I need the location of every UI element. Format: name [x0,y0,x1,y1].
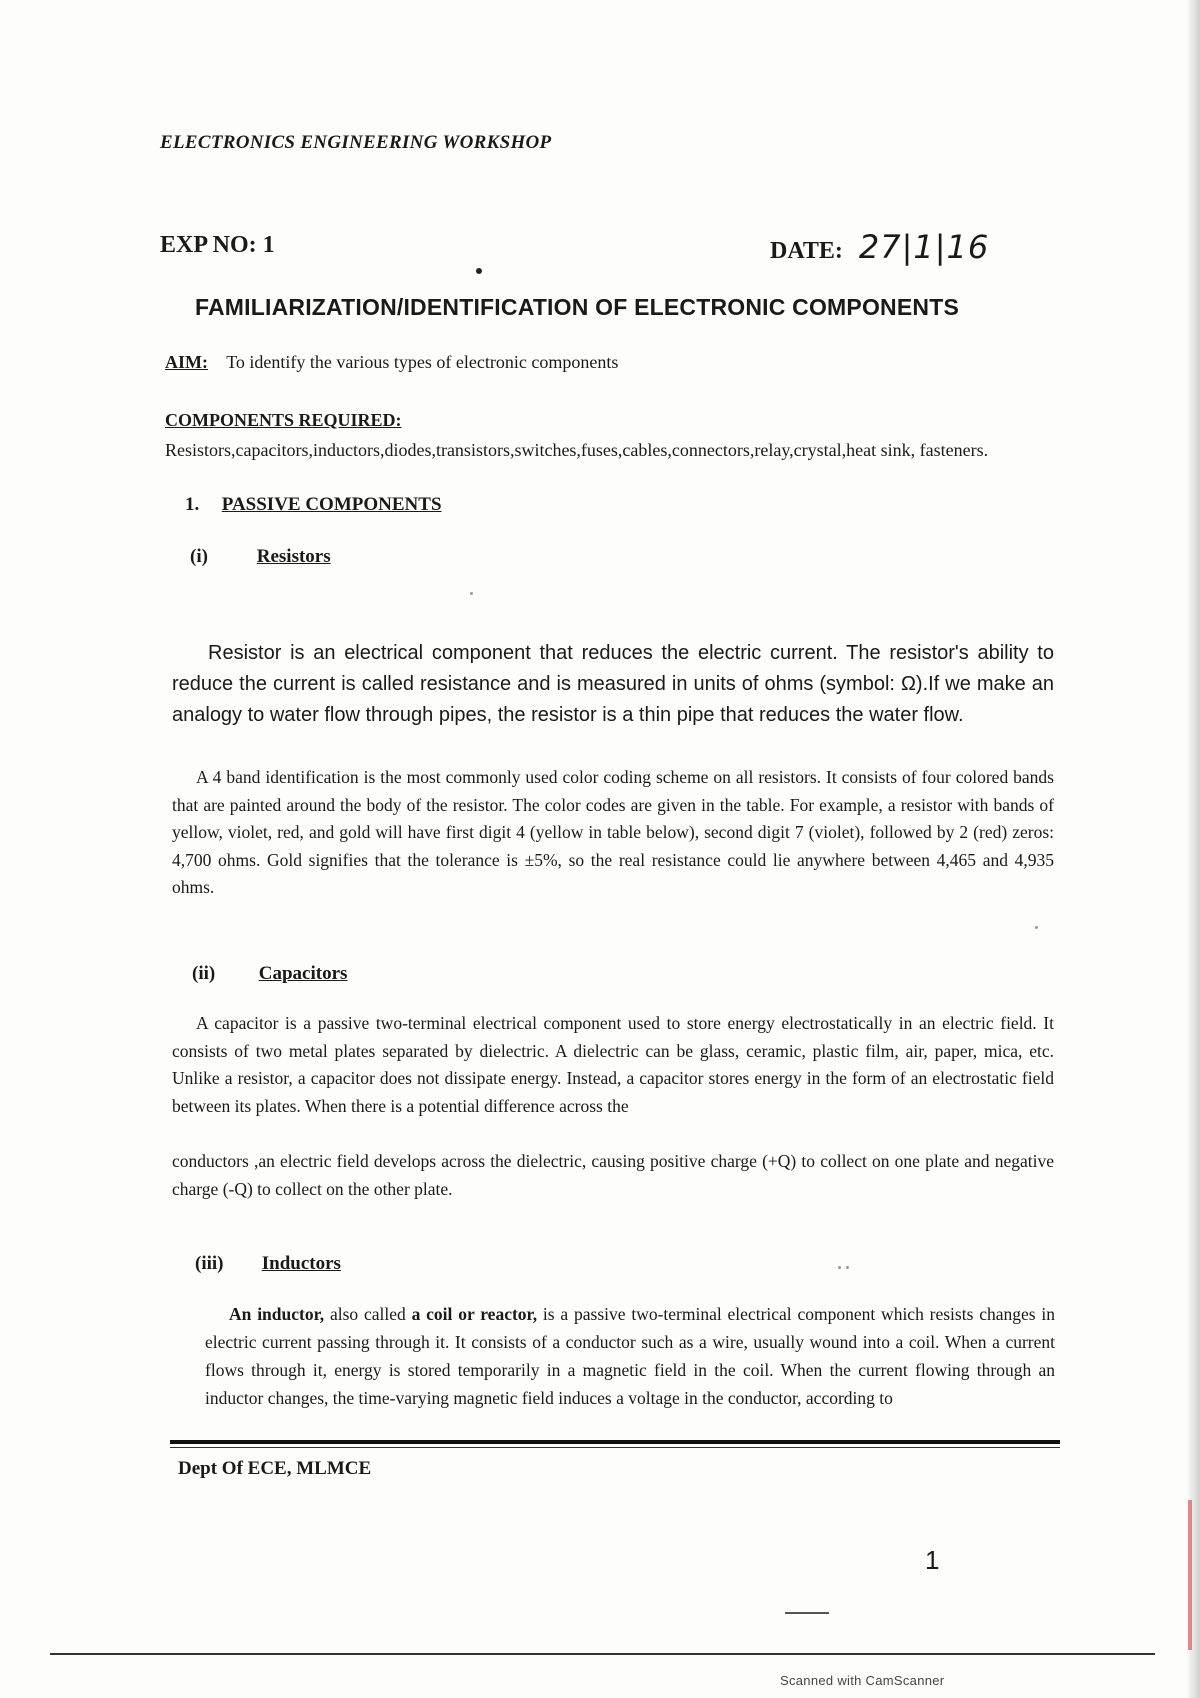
term-coil-reactor: a coil or reactor, [411,1304,538,1324]
section-number: (i) [190,546,208,567]
inductor-paragraph: An inductor, also called a coil or reactor, is a passive two-terminal electrical component which resists changes in electric current passing through it. It consists of a conductor such as a wire, usually wound into a coil. When a current flows through it, energy is stored temporarily in a magnetic field in the coil. When the current flowing through an inductor changes, the time-varying magnetic field induces a voltage in the conductor, according to [205,1304,1056,1408]
scanner-watermark: Scanned with CamScanner [780,1673,945,1688]
resistor-paragraph-1: Resistor is an electrical component that reduces the electric current. The resistor's ability to reduce the current is called resistance and is measured in units of ohms (symbol: Ω).If we make an analogy to water flow through pipes, the resistor is a thin pipe that reduces the water flow. [172,642,1054,726]
scan-speck [1035,926,1038,929]
section-title: Inductors [261,1253,341,1274]
capacitor-paragraph-2: conductors ,an electric field develops across the dielectric, causing positive charge (+Q) to collect on one plate and negative charge (-Q) to collect on the other plate. [172,1151,1054,1199]
scan-edge-tint [1188,1500,1192,1650]
scan-edge-shadow [1186,0,1200,1698]
scan-speck [838,1266,841,1269]
running-header: ELECTRONICS ENGINEERING WORKSHOP [160,132,552,153]
scan-mark [785,1612,829,1614]
components-heading: COMPONENTS REQUIRED: [165,410,402,430]
ink-dot [476,268,482,274]
section-passive-heading [185,494,442,516]
term-inductor: An inductor, [229,1304,325,1324]
section-title: Capacitors [258,963,348,984]
aim-label: AIM: [165,352,208,372]
components-list: Resistors,capacitors,inductors,diodes,transistors,switches,fuses,cables,connectors,relay,crystal,heat sink, fasteners. [165,440,989,460]
date-handwritten: 27|1|16 [858,228,990,266]
scan-speck [846,1266,849,1269]
resistor-paragraph-2: A 4 band identification is the most commonly used color coding scheme on all resistors. It consists of four colored bands that are painted around the body of the resistor. The color codes are given in the table. For example, a resistor with bands of yellow, violet, red, and gold will have first digit 4 (yellow in table below), second digit 7 (violet), followed by 2 (red) zeros: 4,700 ohms. Gold signifies that the tolerance is ±5%, so the real resistance could lie anywhere between 4,465 and 4,935 ohms. [172,767,1054,897]
section-inductors-heading [195,1253,341,1275]
aim-line [165,352,618,373]
scan-speck [470,592,473,595]
page-edge-line [50,1653,1155,1655]
footer-department: Dept Of ECE, MLMCE [178,1458,372,1479]
footer-rule-thin [170,1447,1060,1448]
section-title: PASSIVE COMPONENTS [221,494,442,515]
section-number: 1. [185,494,200,515]
capacitor-paragraph-1: A capacitor is a passive two-terminal electrical component used to store energy electrostatically in an electric field. It consists of two metal plates separated by dielectric. A dielectric can be glass, ceramic, plastic film, air, paper, mica, etc. Unlike a resistor, a capacitor does not dissipate energy. Instead, a capacitor stores energy in the form of an electrostatic field between its plates. When there is a potential difference across the [172,1013,1054,1116]
page-title: FAMILIARIZATION/IDENTIFICATION OF ELECTRONIC COMPONENTS [195,294,960,320]
date-block [770,228,989,266]
section-title: Resistors [256,546,331,567]
section-resistors-heading [190,546,331,568]
aim-text: To identify the various types of electronic components [226,352,619,372]
section-number: (iii) [195,1253,224,1274]
footer-rule [170,1440,1060,1444]
experiment-number: EXP NO: 1 [160,232,275,258]
page-number: 1 [925,1545,940,1575]
section-capacitors-heading [192,963,347,985]
date-label: DATE: [770,238,843,264]
section-number: (ii) [192,963,216,984]
